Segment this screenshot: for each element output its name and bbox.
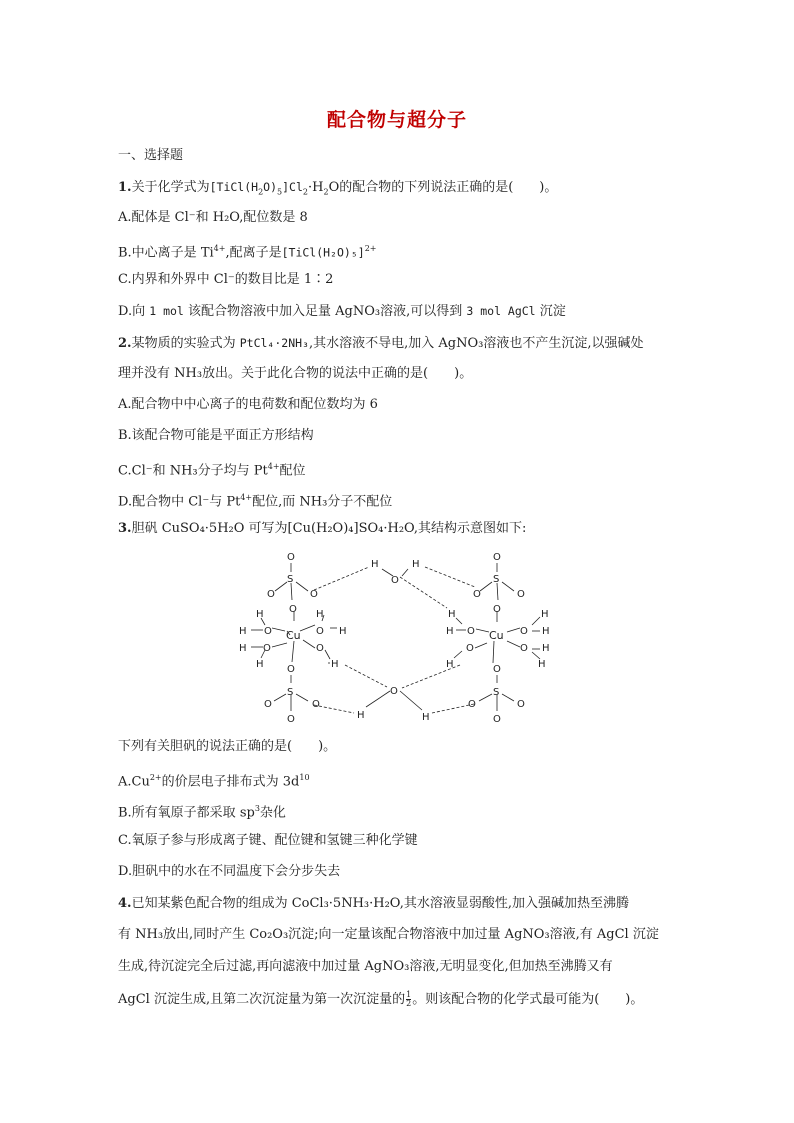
diagram-atom-o: O bbox=[520, 626, 528, 637]
diagram-atom-o: O bbox=[493, 552, 501, 563]
q2-option-d: D.配合物中 Cl⁻与 $Pt^{4+}$配位,而 NH₃分子不配位 bbox=[118, 493, 393, 510]
diagram-atom-cu: Cu bbox=[489, 629, 504, 642]
diagram-atom-labels bbox=[239, 552, 550, 725]
diagram-atom-h: H bbox=[542, 643, 550, 654]
q3-number: 3. bbox=[118, 521, 132, 536]
copper-sulfate-structure-diagram bbox=[230, 545, 570, 730]
q4-stem-line4: AgCl 沉淀生成,且第二次沉淀量为第一次沉淀量的 $\frac{1}{2}$ 。则该配合物的化学式最可能为( )。 bbox=[118, 990, 644, 1008]
diagram-atom-o: O bbox=[287, 552, 295, 563]
diagram-atom-h: H bbox=[422, 712, 430, 723]
q1-option-d: D.向 1 mol 该配合物溶液中加入足量 AgNO₃溶液,可以得到 3 mol AgCl 沉淀 bbox=[118, 304, 566, 319]
q3-stem: 3.胆矾 CuSO₄·5H₂O 可写为[Cu(H₂O)₄]SO₄·H₂O,其结构示意图如下: bbox=[118, 521, 527, 536]
q3-question: 下列有关胆矾的说法正确的是( )。 bbox=[118, 739, 337, 754]
page-title: 配合物与超分子 bbox=[326, 109, 467, 131]
diagram-atom-h: H bbox=[371, 559, 379, 570]
q1-option-c: C.内界和外界中 Cl⁻的数目比是 1∶2 bbox=[118, 272, 334, 287]
diagram-atom-o: O bbox=[466, 643, 474, 654]
diagram-atom-o: O bbox=[493, 664, 501, 675]
diagram-atom-cu: Cu bbox=[286, 629, 301, 642]
diagram-atom-o: O bbox=[264, 626, 272, 637]
diagram-atom-o: O bbox=[289, 604, 297, 615]
q2-stem-line2: 理并没有 NH₃放出。关于此化合物的说法中正确的是( )。 bbox=[118, 366, 473, 381]
q4-stem-line1: 4.已知某紫色配合物的组成为 CoCl₃·5NH₃·H₂O,其水溶液显弱酸性,加入强碱加热至沸腾 bbox=[118, 896, 629, 911]
diagram-atom-h: H bbox=[541, 609, 549, 620]
diagram-atom-h: H bbox=[446, 626, 454, 637]
diagram-atom-o: O bbox=[316, 626, 324, 637]
diagram-atom-h: H bbox=[446, 659, 454, 670]
diagram-atom-h: H bbox=[357, 710, 365, 721]
q3-option-c: C.氧原子参与形成离子键、配位键和氢键三种化学键 bbox=[118, 833, 418, 848]
diagram-atom-o: O bbox=[391, 575, 399, 586]
q3-option-b: B.所有氧原子都采取 $sp^3$杂化 bbox=[118, 804, 286, 821]
diagram-atom-o: O bbox=[468, 699, 476, 710]
diagram-atom-s: S bbox=[287, 687, 294, 698]
q4-number: 4. bbox=[118, 896, 132, 911]
diagram-atom-h: H bbox=[448, 609, 456, 620]
diagram-atom-o: O bbox=[493, 604, 501, 615]
diagram-atom-h: H bbox=[412, 559, 420, 570]
diagram-atom-o: O bbox=[390, 686, 398, 697]
diagram-atom-o: O bbox=[493, 714, 501, 725]
diagram-atom-o: O bbox=[287, 714, 295, 725]
q2-option-c: C.Cl⁻和 NH₃分子均与 $Pt^{4+}$配位 bbox=[118, 462, 306, 479]
q2-option-a: A.配合物中中心离子的电荷数和配位数均为 6 bbox=[118, 397, 378, 412]
diagram-atom-o: O bbox=[467, 626, 475, 637]
q4-stem-line2: 有 NH₃放出,同时产生 Co₂O₃沉淀;向一定量该配合物溶液中加过量 AgNO₃溶液,有 AgCl 沉淀 bbox=[118, 927, 659, 942]
diagram-atom-h: H bbox=[256, 609, 264, 620]
diagram-atom-s: S bbox=[493, 574, 500, 585]
diagram-atom-o: O bbox=[264, 699, 272, 710]
diagram-atom-s: S bbox=[493, 687, 500, 698]
q2-option-b: B.该配合物可能是平面正方形结构 bbox=[118, 428, 314, 443]
q3-option-a: $A.Cu^{2+}$的价层电子排布式为 $3d^{10}$ bbox=[118, 773, 310, 790]
q4-stem-line3: 生成,待沉淀完全后过滤,再向滤液中加过量 AgNO₃溶液,无明显变化,但加热至沸腾又有 bbox=[118, 959, 613, 974]
q1-option-b: B.中心离子是 $Ti^{4+}$,配离子是[TiCl(H₂O)₅]$^{2+}$ bbox=[118, 244, 377, 261]
diagram-atom-o: O bbox=[310, 589, 318, 600]
diagram-atom-o: O bbox=[316, 643, 324, 654]
diagram-atom-o: O bbox=[517, 589, 525, 600]
section-heading: 一、选择题 bbox=[118, 148, 184, 163]
diagram-atom-h: H bbox=[339, 626, 347, 637]
q2-number: 2. bbox=[118, 336, 132, 351]
diagram-atom-o: O bbox=[263, 643, 271, 654]
diagram-atom-h: H bbox=[256, 659, 264, 670]
diagram-atom-h: H bbox=[316, 609, 324, 620]
q1-option-a: A.配体是 Cl⁻和 H₂O,配位数是 8 bbox=[118, 210, 308, 225]
q2-stem-line1: 2.某物质的实验式为 PtCl₄·2NH₃,其水溶液不导电,加入 AgNO₃溶液也不产生沉淀,以强碱处 bbox=[118, 336, 644, 351]
diagram-atom-h: H bbox=[239, 643, 247, 654]
q3-option-d: D.胆矾中的水在不同温度下会分步失去 bbox=[118, 864, 341, 879]
diagram-atom-h: H bbox=[542, 626, 550, 637]
q1-stem: 1.关于化学式为$[TiCl(H_2O)_5]Cl_2\cdot H_2O$的配合物的下列说法正确的是( )。 bbox=[118, 180, 558, 197]
diagram-atom-h: H bbox=[239, 626, 247, 637]
diagram-atom-o: O bbox=[520, 643, 528, 654]
diagram-atom-h: H bbox=[331, 659, 339, 670]
diagram-atom-o: O bbox=[287, 664, 295, 675]
diagram-atom-h: H bbox=[538, 659, 546, 670]
diagram-atom-o: O bbox=[517, 699, 525, 710]
fraction-one-half: $\frac{1}{2}$ bbox=[406, 990, 412, 1008]
diagram-atom-o: O bbox=[473, 589, 481, 600]
q1-number: 1. bbox=[118, 180, 132, 195]
diagram-atom-o: O bbox=[267, 589, 275, 600]
diagram-atom-s: S bbox=[287, 574, 294, 585]
diagram-atom-o: O bbox=[312, 699, 320, 710]
